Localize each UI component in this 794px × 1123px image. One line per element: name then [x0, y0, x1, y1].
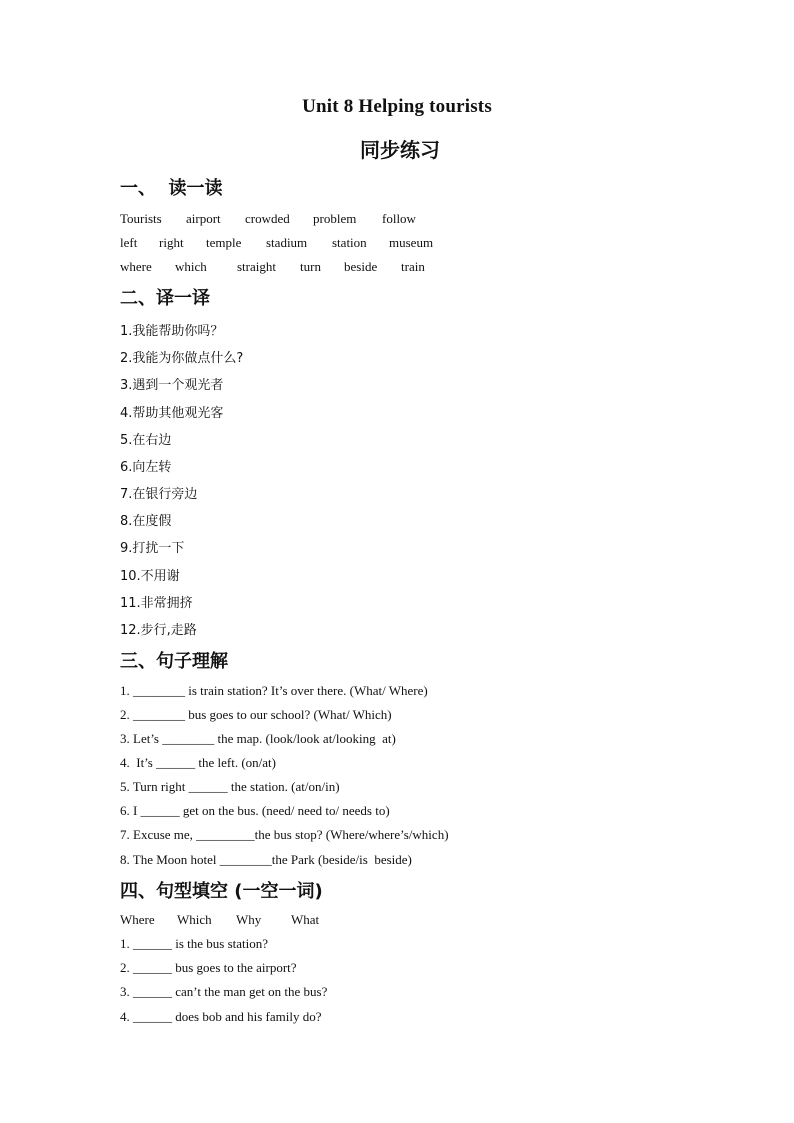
translate-item: 11.非常拥挤	[120, 596, 193, 611]
sentence-item: 6. I ______ get on the bus. (need/ need to/ needs to)	[120, 803, 390, 818]
option-word: Why	[236, 912, 262, 927]
translate-item: 6.向左转	[120, 460, 172, 475]
section-3-heading: 三、句子理解	[120, 651, 228, 672]
translate-item: 10.不用谢	[120, 569, 180, 584]
word-item: beside	[344, 259, 378, 274]
sentence-item: 2. ________ bus goes to our school? (What/ Which)	[120, 707, 392, 722]
option-word: What	[291, 912, 320, 927]
sentence-item: 4. It’s ______ the left. (on/at)	[120, 755, 276, 770]
fill-item: 4. ______ does bob and his family do?	[120, 1009, 322, 1024]
translate-item: 4.帮助其他观光客	[120, 406, 224, 421]
word-item: museum	[389, 235, 434, 250]
word-item: straight	[237, 259, 276, 274]
translate-item: 2.我能为你做点什么?	[120, 351, 244, 366]
fill-item: 3. ______ can’t the man get on the bus?	[120, 984, 328, 999]
section-4-heading: 四、句型填空 (一空一词)	[120, 881, 323, 902]
word-item: Tourists	[120, 211, 162, 226]
sentence-item: 8. The Moon hotel ________the Park (beside/is beside)	[120, 852, 412, 867]
sentence-item: 3. Let’s ________ the map. (look/look at/looking at)	[120, 731, 396, 746]
sentence-item: 5. Turn right ______ the station. (at/on/in)	[120, 779, 340, 794]
page-title: Unit 8 Helping tourists	[302, 96, 492, 117]
word-item: problem	[313, 211, 357, 226]
option-word: Which	[177, 912, 212, 927]
translate-item: 8.在度假	[120, 514, 172, 529]
translate-item: 9.打扰一下	[120, 541, 185, 556]
option-word: Where	[120, 912, 155, 927]
word-item: airport	[186, 211, 221, 226]
section-2-heading: 二、译一译	[120, 288, 210, 309]
translate-item: 1.我能帮助你吗？	[120, 324, 224, 339]
word-item: turn	[300, 259, 321, 274]
word-item: left	[120, 235, 138, 250]
sentence-item: 1. ________ is train station? It’s over there. (What/ Where)	[120, 683, 428, 698]
word-item: station	[332, 235, 367, 250]
word-item: follow	[382, 211, 416, 226]
word-item: temple	[206, 235, 242, 250]
word-item: right	[159, 235, 184, 250]
word-item: train	[401, 259, 425, 274]
translate-item: 5.在右边	[120, 433, 172, 448]
word-item: stadium	[266, 235, 308, 250]
translate-item: 3.遇到一个观光者	[120, 378, 224, 393]
translate-item: 7.在银行旁边	[120, 487, 198, 502]
word-item: crowded	[245, 211, 290, 226]
word-item: which	[175, 259, 207, 274]
fill-item: 1. ______ is the bus station?	[120, 936, 269, 951]
page-subtitle: 同步练习	[360, 138, 440, 162]
section-1-heading: 一、 读一读	[120, 178, 223, 199]
word-item: where	[120, 259, 152, 274]
fill-item: 2. ______ bus goes to the airport?	[120, 960, 297, 975]
translate-item: 12.步行,走路	[120, 623, 197, 638]
sentence-item: 7. Excuse me, _________the bus stop? (Where/where’s/which)	[120, 827, 449, 842]
